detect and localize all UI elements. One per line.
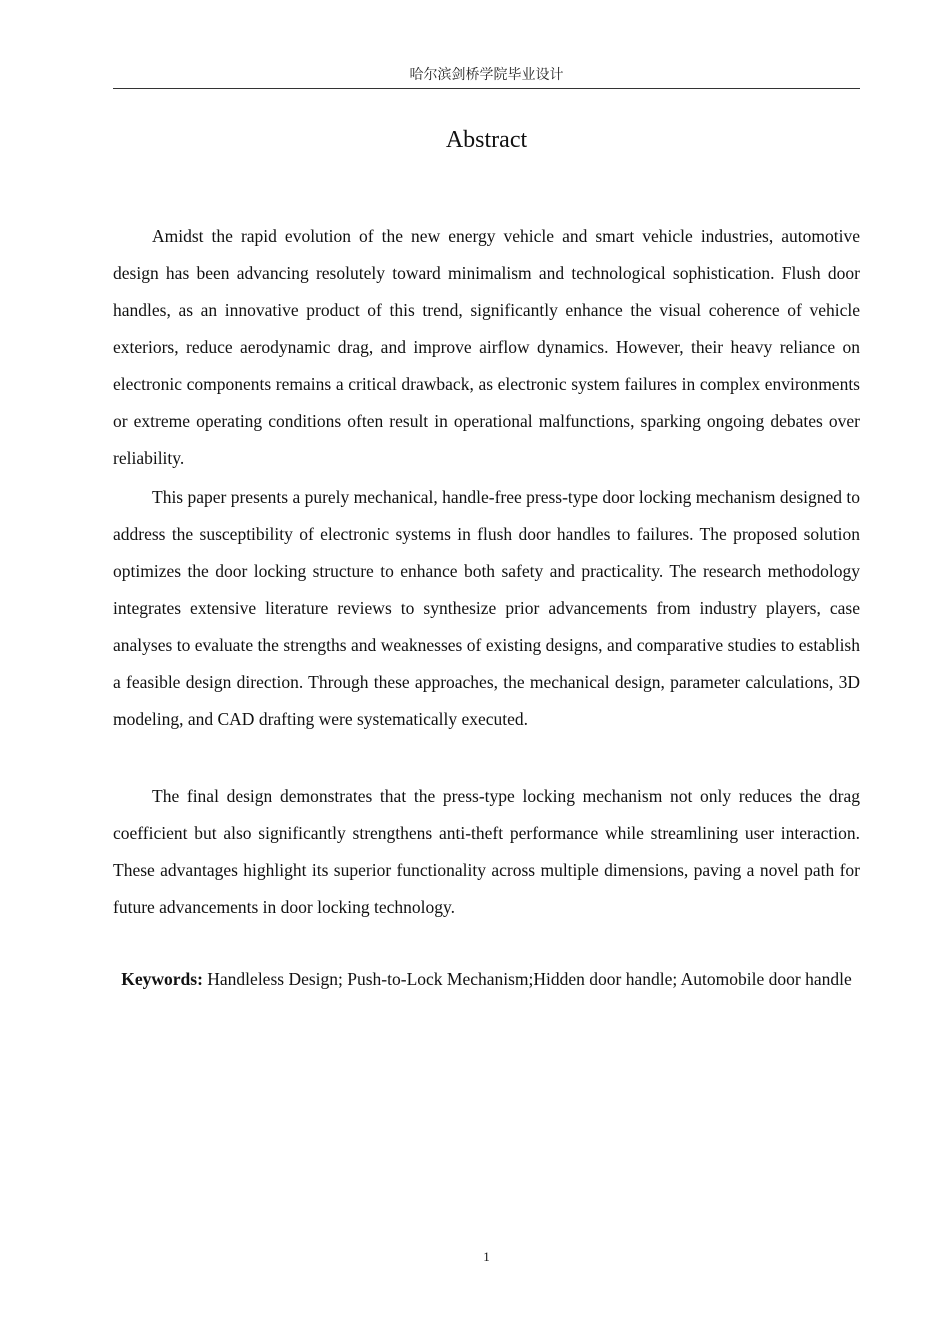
keywords-label: Keywords: [121,969,203,989]
keywords-line [113,961,860,998]
running-header: 哈尔滨剑桥学院毕业设计 [409,67,564,83]
abstract-paragraph-2: This paper presents a purely mechanical, handle-free press-type door locking mechanism designed to address the susceptibility of electronic systems in flush door handles to failures. The proposed solution optimizes the door locking structure to enhance both safety and practicality. The research methodology integrates extensive literature reviews to synthesize prior advancements from industry players, case analyses to evaluate the strengths and weaknesses of existing designs, and comparative studies to establish a feasible design direction. Through these approaches, the mechanical design, parameter calculations, 3D modeling, and CAD drafting were systematically executed. [113,487,861,729]
abstract-title: Abstract [445,127,528,153]
page-number: 1 [483,1249,490,1264]
keywords-text: Handleless Design; Push-to-Lock Mechanism;Hidden door handle; Automobile door handle [207,969,852,989]
abstract-paragraph-3: The final design demonstrates that the press-type locking mechanism not only reduces the drag coefficient but also significantly strengthens anti-theft performance while streamlining user interaction. These advantages highlight its superior functionality across multiple dimensions, paving a novel path for future advancements in door locking technology. [113,786,860,917]
abstract-paragraph-1: Amidst the rapid evolution of the new energy vehicle and smart vehicle industries, automotive design has been advancing resolutely toward minimalism and technological sophistication. Flush door handles, as an innovative product of this trend, significantly enhance the visual coherence of vehicle exteriors, reduce aerodynamic drag, and improve airflow dynamics. However, their heavy reliance on electronic components remains a critical drawback, as electronic system failures in complex environments or extreme operating conditions often result in operational malfunctions, sparking ongoing debates over reliability. [113,226,860,468]
header-divider [113,88,860,89]
